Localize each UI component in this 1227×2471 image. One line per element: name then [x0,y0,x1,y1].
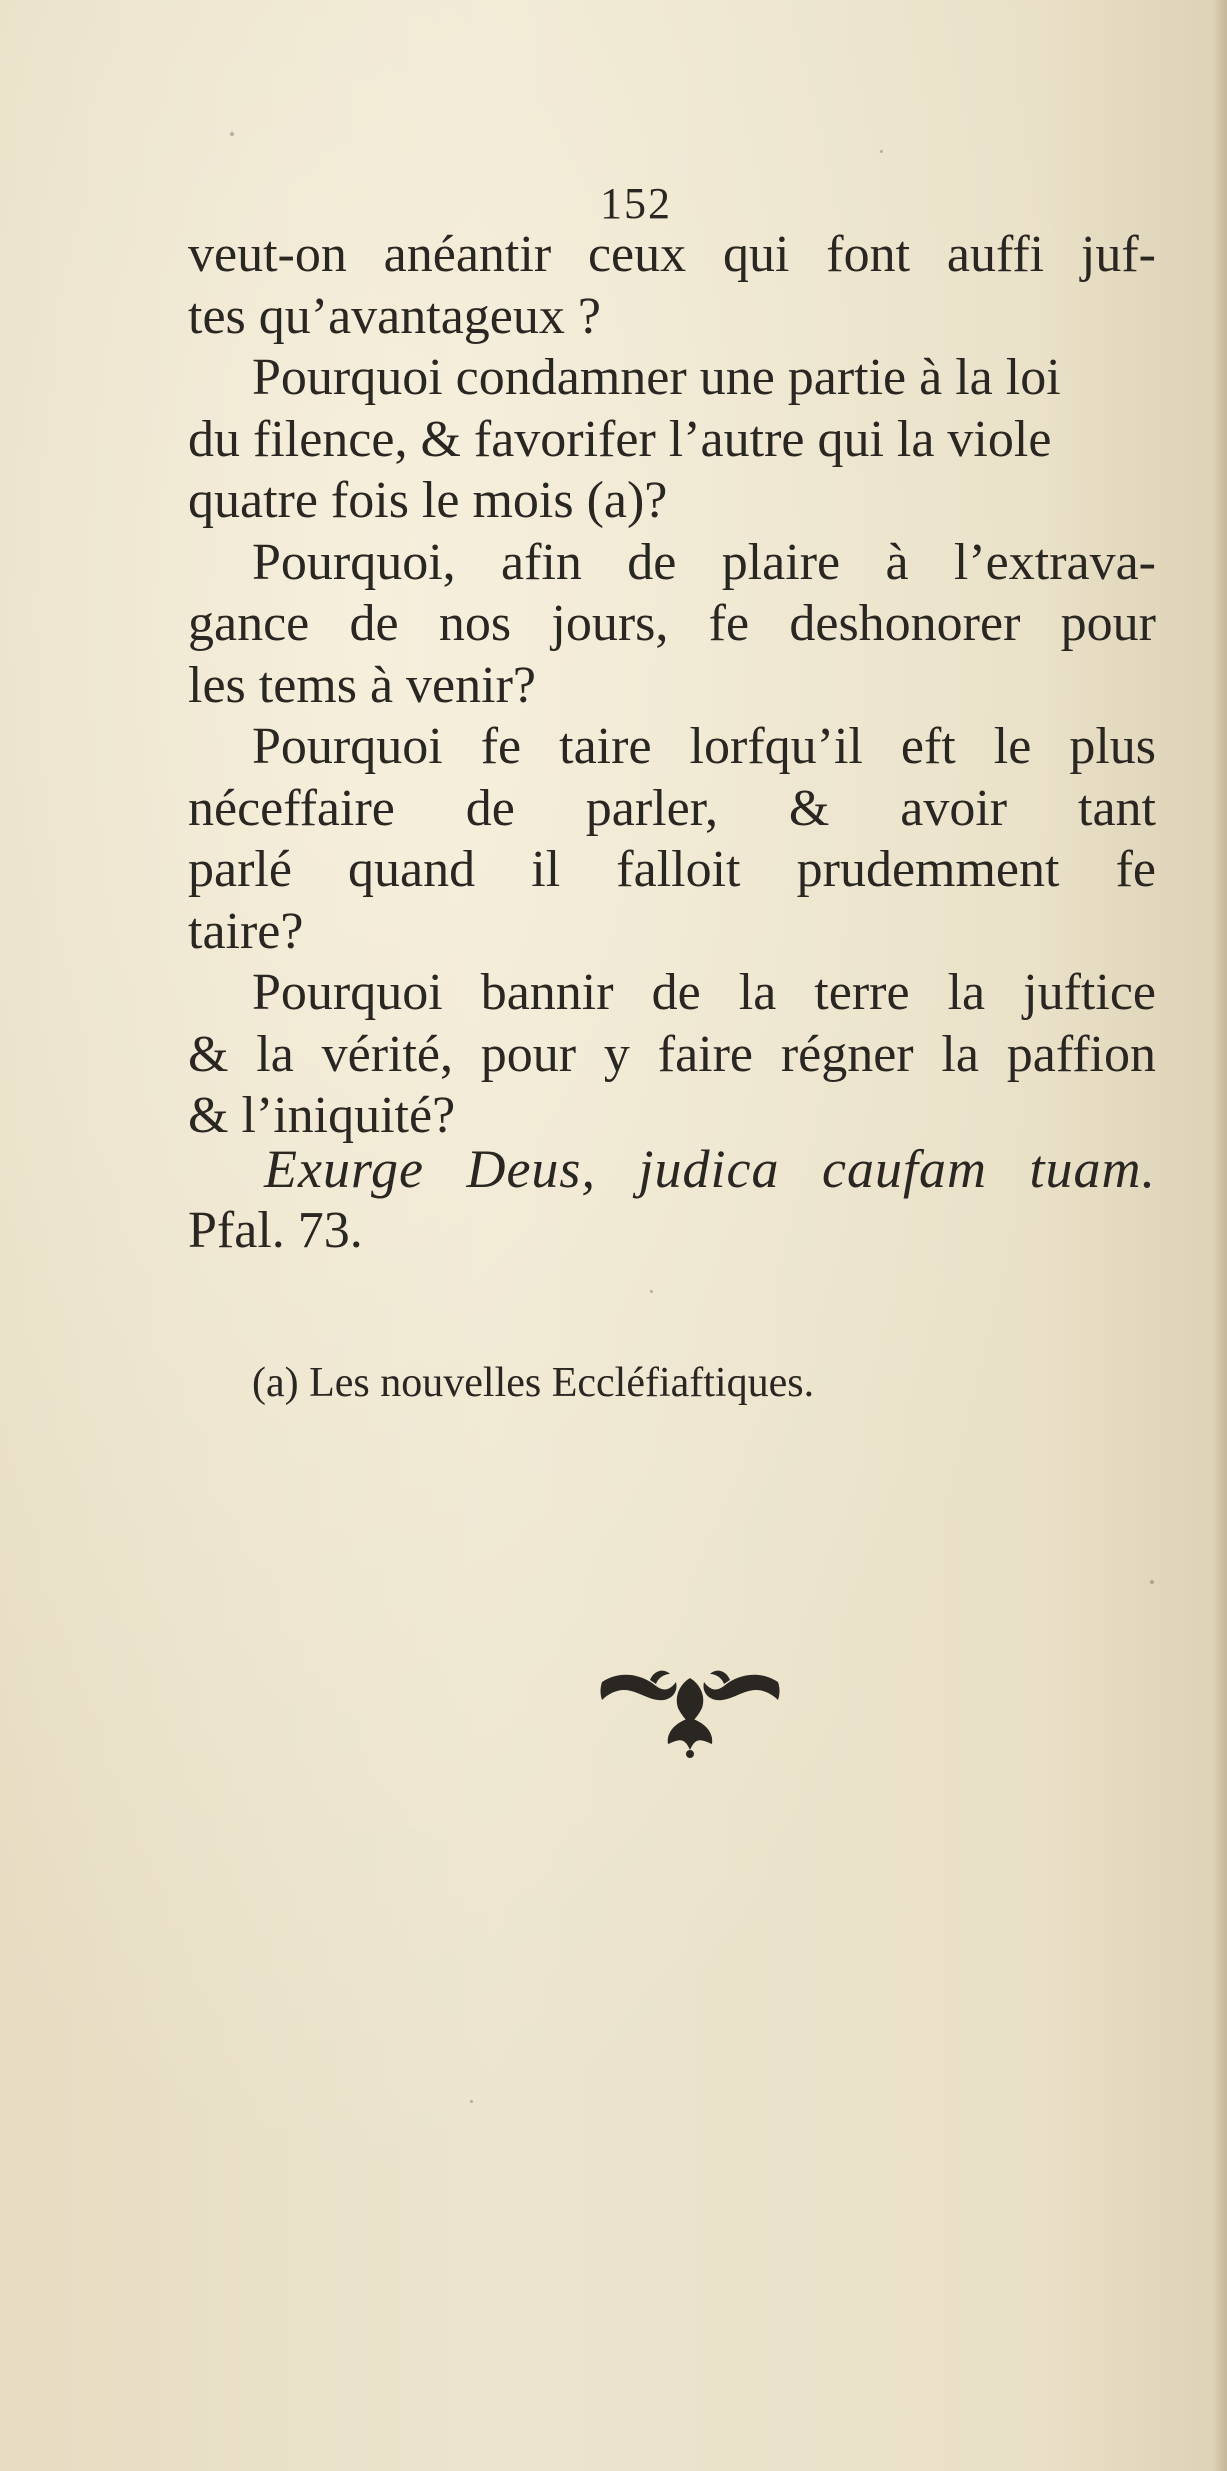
paper-speck [230,132,234,136]
text-line: quatre fois le mois (a)? [188,472,668,529]
text-line: parlé quand il falloit prudemment fe [188,841,1156,898]
page-number: 152 [600,179,672,228]
text-line: gance de nos jours, fe deshonorer pour [188,595,1156,652]
text-line: Pourquoi fe taire lorfqu’il eft le plus [252,718,1156,775]
epigraph [188,1138,1156,1262]
text-line: Pourquoi bannir de la terre la juftice [252,964,1156,1021]
main-text [188,224,1156,1147]
text-line: taire? [188,902,304,960]
text-line: néceffaire de parler, & avoir tant [188,779,1156,837]
paper-speck [470,2100,473,2103]
text-line: du filence, & favorifer l’autre qui la viole [188,410,1052,468]
fleuron-ornament-icon [590,1660,790,1760]
epigraph-reference: Pfal. 73. [188,1202,363,1259]
text-line: Pourquoi condamner une partie à la loi [252,349,1061,406]
epigraph-latin: Exurge Deus, judica caufam tuam. [264,1139,1156,1199]
text-line: veut-on anéantir ceux qui font auffi juf- [188,226,1156,283]
text-line: tes qu’avantageux ? [188,287,601,345]
paper-speck [1150,1580,1154,1584]
footnote: (a) Les nouvelles Eccléfiaftiques. [252,1360,815,1406]
paper-speck [880,150,883,153]
text-line: Pourquoi, afin de plaire à l’extrava- [252,533,1156,591]
text-line: & la vérité, pour y faire régner la paffion [188,1025,1156,1083]
page-edge-shadow [1213,0,1227,2471]
text-line: les tems à venir? [188,656,536,714]
paper-speck [650,1290,653,1293]
text-line: & l’iniquité? [188,1087,456,1144]
